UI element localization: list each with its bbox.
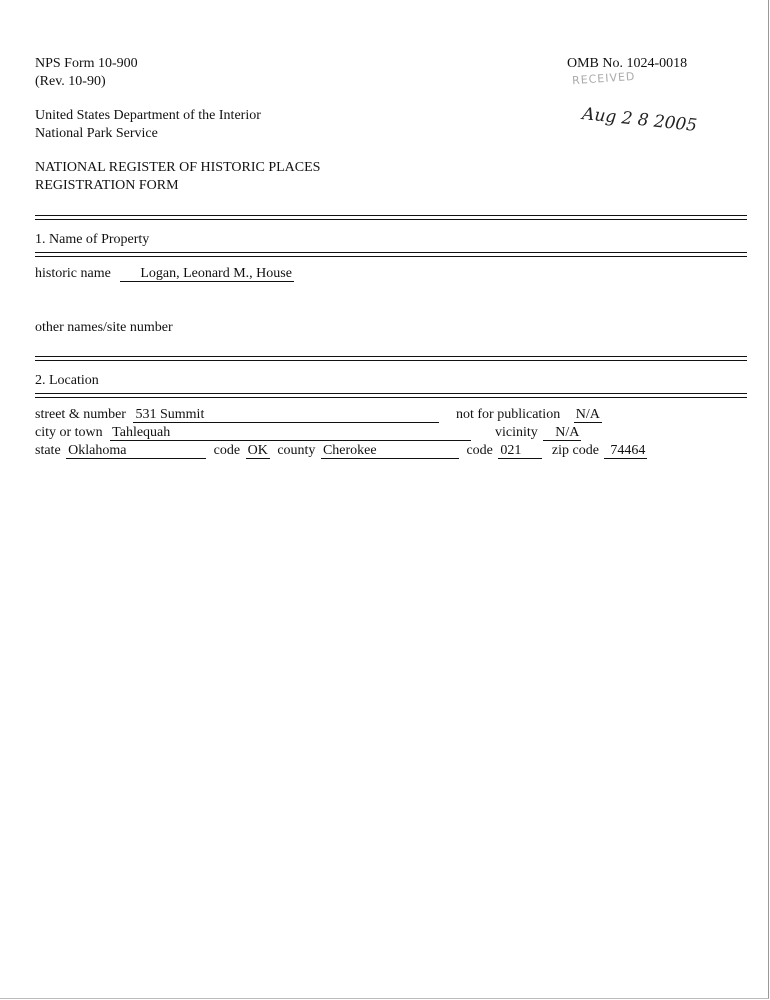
form-title-line2: REGISTRATION FORM (35, 178, 179, 193)
omb-number: OMB No. 1024-0018 (567, 56, 688, 71)
street-label: street & number (35, 407, 126, 422)
historic-name-field (35, 266, 294, 282)
other-names-field (35, 320, 173, 336)
street-field (35, 407, 439, 423)
city-field (35, 425, 471, 441)
state-label: state (35, 443, 61, 458)
state-code-label: code (213, 443, 241, 458)
state-code-value[interactable]: OK (247, 443, 268, 458)
handwritten-date: Aug 2 8 2005 (581, 104, 698, 136)
form-number: NPS Form 10-900 (35, 56, 138, 71)
section-divider (35, 356, 747, 361)
agency-name: National Park Service (35, 126, 158, 141)
received-stamp: RECEIVED (571, 69, 636, 88)
county-code-label: code (466, 443, 493, 458)
state-row (35, 443, 647, 459)
state-value[interactable]: Oklahoma (66, 444, 206, 459)
county-value[interactable]: Cherokee (321, 444, 459, 459)
section-divider (35, 215, 747, 220)
not-for-publication-value[interactable]: N/A (575, 407, 600, 422)
form-title-line1: NATIONAL REGISTER OF HISTORIC PLACES (35, 160, 321, 175)
county-label: county (277, 443, 316, 458)
not-for-publication-label: not for publication (456, 407, 561, 422)
other-names-label: other names/site number (35, 320, 173, 335)
section-divider (35, 252, 747, 257)
vicinity-value[interactable]: N/A (543, 426, 581, 441)
section-divider (35, 393, 747, 398)
historic-name-value[interactable]: Logan, Leonard M., House (120, 267, 294, 282)
historic-name-label: historic name (35, 266, 111, 281)
zip-value[interactable]: 74464 (604, 444, 647, 459)
not-for-publication-field (456, 407, 602, 423)
vicinity-label: vicinity (495, 425, 538, 440)
city-label: city or town (35, 425, 103, 440)
zip-label: zip code (551, 443, 599, 458)
department-name: United States Department of the Interior (35, 108, 261, 123)
section1-heading: 1. Name of Property (35, 232, 150, 247)
vicinity-field (495, 425, 581, 441)
county-code-value[interactable]: 021 (498, 444, 542, 459)
section2-heading: 2. Location (35, 373, 99, 388)
street-value[interactable]: 531 Summit (133, 408, 439, 423)
form-revision: (Rev. 10-90) (35, 74, 106, 89)
city-value[interactable]: Tahlequah (110, 426, 471, 441)
